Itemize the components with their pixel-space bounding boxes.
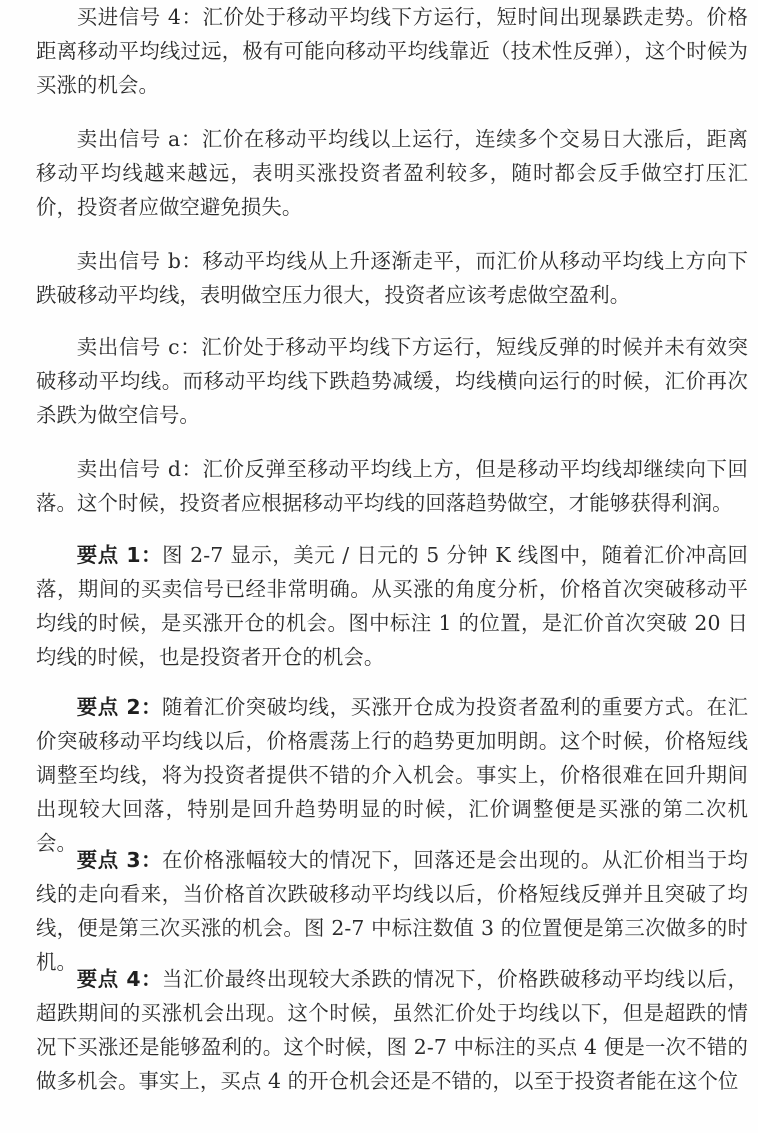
paragraph-text: 当汇价最终出现较大杀跌的情况下，价格跌破移动平均线以后，超跌期间的买涨机会出现。这个时候，虽然汇价处于均线以下，但是超跌的情况下买涨还是能够盈利的。这个时候，图 2-7 中标注的买点 4 便是一次不错的做多机会。事实上，买点 4 的开仓机会还是不错的，以至于投资者能在这个位	[36, 967, 748, 1093]
paragraph-key-point-3	[36, 843, 748, 979]
paragraph-key-point-1	[36, 538, 748, 674]
paragraph-lead: 要点 4：	[76, 967, 163, 991]
paragraph-lead: 要点 2：	[76, 695, 163, 719]
paragraph-text: 图 2-7 显示，美元 / 日元的 5 分钟 K 线图中，随着汇价冲高回落，期间的买卖信号已经非常明确。从买涨的角度分析，价格首次突破移动平均线的时候，是买涨开仓的机会。图中标注 1 的位置，是汇价首次突破 20 日均线的时候，也是投资者开仓的机会。	[36, 543, 748, 669]
paragraph-text: 卖出信号 c：汇价处于移动平均线下方运行，短线反弹的时候并未有效突破移动平均线。而移动平均线下跌趋势减缓，均线横向运行的时候，汇价再次杀跌为做空信号。	[36, 335, 748, 427]
paragraph-text: 在价格涨幅较大的情况下，回落还是会出现的。从汇价相当于均线的走向看来，当价格首次跌破移动平均线以后，价格短线反弹并且突破了均线，便是第三次买涨的机会。图 2-7 中标注数值 3 的位置便是第三次做多的时机。	[36, 848, 748, 974]
paragraph-text: 卖出信号 d：汇价反弹至移动平均线上方，但是移动平均线却继续向下回落。这个时候，投资者应根据移动平均线的回落趋势做空，才能够获得利润。	[36, 457, 748, 515]
paragraph-sell-signal-c	[36, 330, 748, 432]
paragraph-text: 卖出信号 b：移动平均线从上升逐渐走平，而汇价从移动平均线上方向下跌破移动平均线，表明做空压力很大，投资者应该考虑做空盈利。	[36, 249, 748, 307]
paragraph-lead: 要点 1：	[76, 543, 163, 567]
paragraph-text: 买进信号 4：汇价处于移动平均线下方运行，短时间出现暴跌走势。价格距离移动平均线过远，极有可能向移动平均线靠近（技术性反弹），这个时候为买涨的机会。	[36, 5, 748, 97]
paragraph-sell-signal-a	[36, 122, 748, 224]
paragraph-text: 卖出信号 a：汇价在移动平均线以上运行，连续多个交易日大涨后，距离移动平均线越来越远，表明买涨投资者盈利较多，随时都会反手做空打压汇价，投资者应做空避免损失。	[36, 127, 748, 219]
paragraph-key-point-4	[36, 962, 748, 1098]
paragraph-sell-signal-d	[36, 452, 748, 520]
paragraph-text: 随着汇价突破均线，买涨开仓成为投资者盈利的重要方式。在汇价突破移动平均线以后，价格震荡上行的趋势更加明朗。这个时候，价格短线调整至均线，将为投资者提供不错的介入机会。事实上，价格很难在回升期间出现较大回落，特别是回升趋势明显的时候，汇价调整便是买涨的第二次机会。	[36, 695, 748, 855]
paragraph-key-point-2	[36, 690, 748, 860]
paragraph-lead: 要点 3：	[76, 848, 163, 872]
paragraph-sell-signal-b	[36, 244, 748, 312]
paragraph-buy-signal-4	[36, 0, 748, 102]
